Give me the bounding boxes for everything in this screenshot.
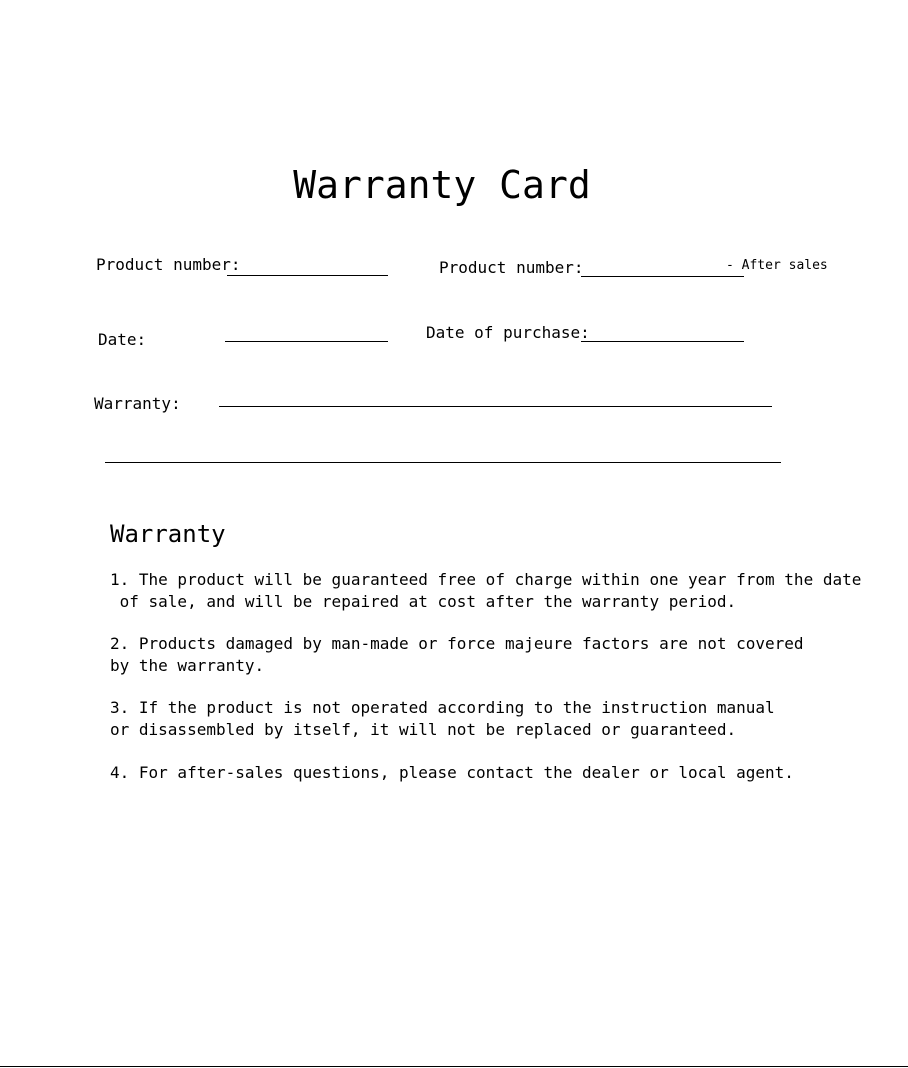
date-of-purchase-blank[interactable] bbox=[581, 341, 744, 342]
page-title: Warranty Card bbox=[293, 163, 591, 207]
terms-heading: Warranty bbox=[110, 520, 226, 548]
clause-1 bbox=[110, 569, 861, 613]
clause-3-line-1: 3. If the product is not operated according to the instruction manual bbox=[110, 698, 775, 717]
clause-2-line-1: 2. Products damaged by man-made or force majeure factors are not covered bbox=[110, 634, 804, 653]
clause-4-line-1: 4. For after-sales questions, please contact the dealer or local agent. bbox=[110, 763, 794, 782]
date-label: Date: bbox=[98, 330, 147, 349]
clause-3 bbox=[110, 697, 775, 741]
warranty-blank[interactable] bbox=[219, 406, 772, 407]
clause-1-line-2: of sale, and will be repaired at cost after the warranty period. bbox=[110, 592, 737, 611]
clause-2-line-2: by the warranty. bbox=[110, 656, 265, 675]
page-bottom-rule bbox=[0, 1066, 908, 1067]
date-blank[interactable] bbox=[225, 341, 388, 342]
clause-2 bbox=[110, 633, 804, 677]
warranty-label: Warranty: bbox=[94, 394, 181, 413]
after-sales-note: - After sales bbox=[726, 258, 828, 273]
date-of-purchase-label: Date of purchase: bbox=[426, 323, 590, 342]
warranty-blank-second-line[interactable] bbox=[105, 462, 781, 463]
clause-3-line-2: or disassembled by itself, it will not be replaced or guaranteed. bbox=[110, 720, 737, 739]
product-number-blank-right[interactable] bbox=[581, 276, 744, 277]
product-number-label-left: Product number: bbox=[96, 255, 241, 274]
product-number-blank-left[interactable] bbox=[227, 275, 388, 276]
clause-4 bbox=[110, 762, 794, 784]
product-number-label-right: Product number: bbox=[439, 258, 584, 277]
clause-1-line-1: 1. The product will be guaranteed free of charge within one year from the date bbox=[110, 570, 862, 589]
